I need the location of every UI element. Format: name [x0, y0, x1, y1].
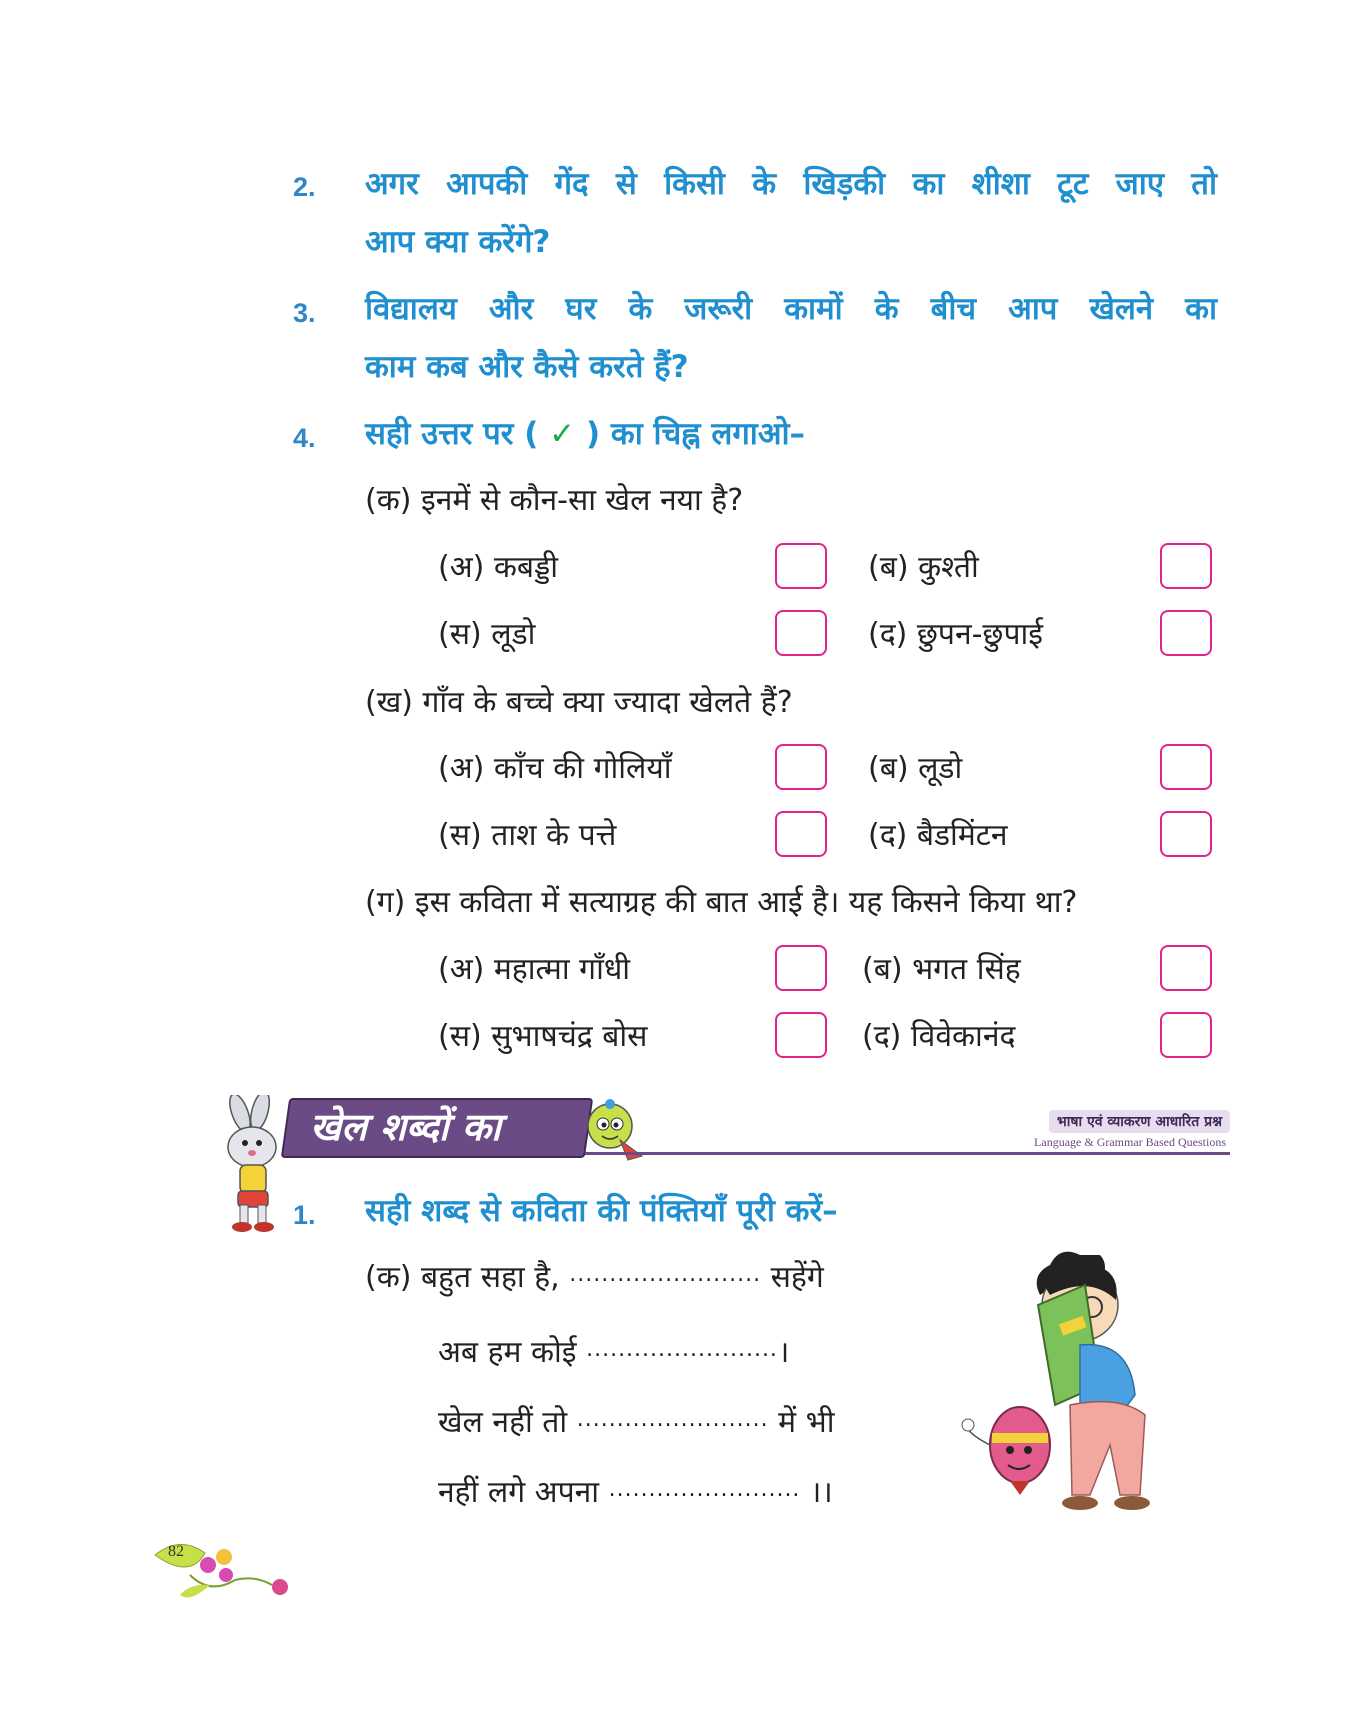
- mcq-ka-option-c: (स) लूडो: [438, 617, 536, 652]
- mcq-kha-option-d: (द) बैडमिंटन: [868, 818, 1008, 853]
- poem-line-1: [365, 1255, 824, 1296]
- section-tag-hindi: भाषा एवं व्याकरण आधारित प्रश्न: [1049, 1110, 1230, 1133]
- poem-blank-3[interactable]: ........................: [576, 1407, 769, 1432]
- mcq-ga-option-a: (अ) महात्मा गाँधी: [438, 952, 631, 987]
- poem-label: (क): [365, 1260, 412, 1295]
- mcq-ka-question: (क) इनमें से कौन-सा खेल नया है?: [365, 483, 744, 518]
- mcq-kha-option-c-checkbox[interactable]: [775, 811, 827, 857]
- mcq-ga-question: (ग) इस कविता में सत्याग्रह की बात आई है। यह किसने किया था?: [365, 885, 1078, 920]
- poem-blank-4[interactable]: ........................: [608, 1477, 801, 1502]
- question-2-number: 2.: [293, 172, 316, 202]
- question-4-text: [365, 405, 1217, 463]
- mcq-ga-option-b-checkbox[interactable]: [1160, 945, 1212, 991]
- question-2-line1: अगर आपकी गेंद से किसी के खिड़की का शीशा टूट जाए तो: [365, 166, 1217, 202]
- section-title: खेल शब्दों का: [310, 1105, 501, 1149]
- mcq-kha-option-a: (अ) काँच की गोलियाँ: [438, 751, 672, 786]
- question-2-line2: आप क्या करेंगे?: [365, 224, 551, 260]
- mcq-ka-option-b-checkbox[interactable]: [1160, 543, 1212, 589]
- page-number: 82: [168, 1543, 184, 1560]
- mcq-ka-option-c-checkbox[interactable]: [775, 610, 827, 656]
- mcq-ga-option-b: (ब) भगत सिंह: [862, 952, 1021, 987]
- poem-line-3-end: में भी: [778, 1405, 835, 1440]
- question-3-text: [365, 280, 1217, 396]
- poem-line-1-start: बहुत सहा है,: [421, 1260, 560, 1295]
- question-3-line1: विद्यालय और घर के जरूरी कामों के बीच आप खेलने का: [365, 291, 1217, 327]
- question-4-before: सही उत्तर पर (: [365, 416, 539, 452]
- poem-line-2-end: ।: [777, 1335, 790, 1370]
- mcq-kha-option-c: (स) ताश के पत्ते: [438, 818, 617, 853]
- poem-blank-2[interactable]: ........................: [586, 1337, 778, 1362]
- question-3-number: 3.: [293, 298, 316, 328]
- mcq-kha-question: (ख) गाँव के बच्चे क्या ज्यादा खेलते हैं?: [365, 685, 793, 720]
- mcq-kha-option-d-checkbox[interactable]: [1160, 811, 1212, 857]
- question-2-text: [365, 155, 1217, 271]
- poem-line-4-start: नहीं लगे अपना: [438, 1475, 600, 1510]
- mcq-kha-option-b: (ब) लूडो: [868, 751, 963, 786]
- mcq-ka-option-a-checkbox[interactable]: [775, 543, 827, 589]
- section-divider: [585, 1152, 1230, 1155]
- poem-line-3: [438, 1400, 834, 1441]
- mcq-ga-option-d-checkbox[interactable]: [1160, 1012, 1212, 1058]
- mcq-ga-option-a-checkbox[interactable]: [775, 945, 827, 991]
- mcq-ga-option-d: (द) विवेकानंद: [862, 1019, 1016, 1054]
- section-tag-english: Language & Grammar Based Questions: [1034, 1135, 1226, 1149]
- mcq-ka-option-d-checkbox[interactable]: [1160, 610, 1212, 656]
- poem-line-2: [438, 1330, 789, 1371]
- question-1-number: 1.: [293, 1200, 316, 1230]
- question-4-after: ) का चिह्न लगाओ–: [585, 416, 806, 452]
- boy-reading-illustration: [960, 1245, 1190, 1525]
- poem-blank-1[interactable]: ........................: [569, 1262, 762, 1287]
- mcq-ka-option-b: (ब) कुश्ती: [868, 550, 979, 585]
- mcq-ka-option-a: (अ) कबड्डी: [438, 550, 559, 585]
- mcq-ga-option-c: (स) सुभाषचंद्र बोस: [438, 1019, 648, 1054]
- question-4-number: 4.: [293, 423, 316, 453]
- mcq-ka-option-d: (द) छुपन-छुपाई: [868, 617, 1043, 652]
- mcq-ga-option-c-checkbox[interactable]: [775, 1012, 827, 1058]
- poem-line-4-end: ।।: [809, 1475, 833, 1510]
- mcq-kha-option-a-checkbox[interactable]: [775, 744, 827, 790]
- mcq-kha-option-b-checkbox[interactable]: [1160, 744, 1212, 790]
- poem-line-1-end: सहेंगे: [770, 1260, 824, 1295]
- check-mark-icon: ✓: [549, 416, 576, 452]
- question-3-line2: काम कब और कैसे करते हैं?: [365, 349, 689, 385]
- poem-line-4: [438, 1470, 833, 1511]
- poem-line-3-start: खेल नहीं तो: [438, 1405, 568, 1440]
- question-1-text: सही शब्द से कविता की पंक्तियाँ पूरी करें–: [365, 1193, 838, 1229]
- section-header: [210, 1098, 1230, 1168]
- poem-line-2-start: अब हम कोई: [438, 1335, 577, 1370]
